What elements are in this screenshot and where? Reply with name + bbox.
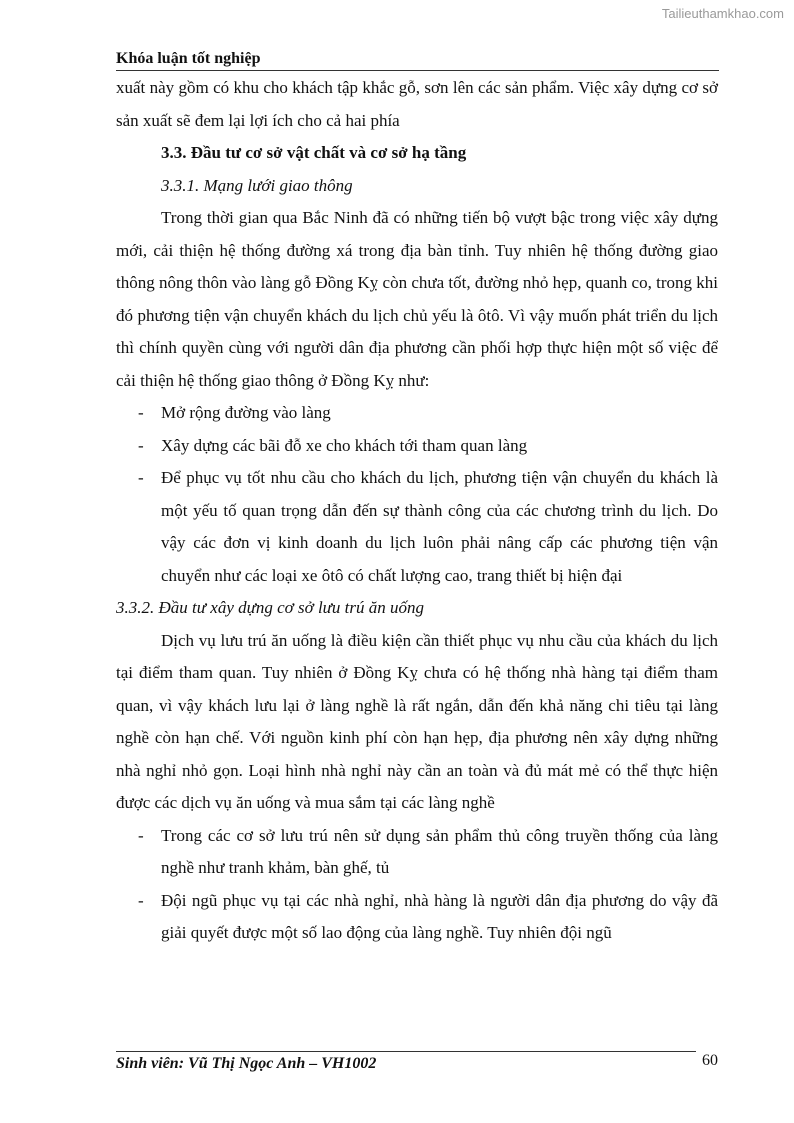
watermark: Tailieuthamkhao.com xyxy=(661,6,784,21)
list-item xyxy=(116,397,718,430)
list-item xyxy=(116,885,718,950)
intro-paragraph: xuất này gồm có khu cho khách tập khắc gỗ, sơn lên các sản phẩm. Việc xây dựng cơ sở sản xuất sẽ đem lại lợi ích cho cả hai phía xyxy=(116,78,718,130)
transport-paragraph: Trong thời gian qua Bắc Ninh đã có những tiến bộ vượt bậc trong việc xây dựng mới, cải thiện hệ thống đường xá trong địa bàn tỉnh. Tuy nhiên hệ thống đường giao thông nông thôn vào làng gỗ Đồng Kỵ còn chưa tốt, đường nhỏ hẹp, quanh co, trong khi đó phương tiện vận chuyển khách du lịch chủ yếu là ôtô. Vì vậy muốn phát triển du lịch thì chính quyền cùng với người dân địa phương cần phối hợp thực hiện một số việc để cải thiện hệ thống giao thông ở Đồng Kỵ như: xyxy=(116,208,718,390)
footer-divider xyxy=(116,1051,696,1052)
lodging-paragraph: Dịch vụ lưu trú ăn uống là điều kiện cần thiết phục vụ nhu cầu của khách du lịch tại điểm tham quan. Tuy nhiên ở Đồng Kỵ chưa có hệ thống nhà hàng tại điểm tham quan, vì vậy khách lưu lại ở làng nghề là rất ngắn, dẫn đến khả năng chi tiêu tại làng nghề còn hạn chế. Với nguồn kinh phí còn hạn hẹp, địa phương nên xây dựng những nhà nghỉ nhỏ gọn. Loại hình nhà nghỉ này cần an toàn và đủ mát mẻ có thể thực hiện được các dịch vụ ăn uống và mua sắm tại các làng nghề xyxy=(116,630,718,812)
bullet-dash: - xyxy=(138,890,144,910)
bullet-dash: - xyxy=(138,403,144,422)
list-item-text: Xây dựng các bãi đỗ xe cho khách tới tham quan làng xyxy=(161,435,528,455)
section-heading-3-3: 3.3. Đầu tư cơ sở vật chất và cơ sở hạ tầng xyxy=(161,143,467,162)
header-divider xyxy=(116,70,719,71)
section-heading-3-3-2: 3.3.2. Đầu tư xây dựng cơ sở lưu trú ăn uống xyxy=(116,598,425,617)
page-header-title: Khóa luận tốt nghiệp xyxy=(116,50,261,67)
bullet-dash: - xyxy=(138,468,144,487)
section-heading-3-3-1: 3.3.1. Mạng lưới giao thông xyxy=(161,175,353,195)
bullet-dash: - xyxy=(138,435,144,455)
list-item xyxy=(116,462,718,592)
list-item-text: Đội ngũ phục vụ tại các nhà nghỉ, nhà hàng là người dân địa phương do vậy đã giải quyết được một số lao động của làng nghề. Tuy nhiên đội ngũ xyxy=(161,890,718,942)
footer-student-name: Sinh viên: Vũ Thị Ngọc Anh – VH1002 xyxy=(116,1055,377,1072)
bullet-dash: - xyxy=(138,825,144,845)
list-item-text: Để phục vụ tốt nhu cầu cho khách du lịch, phương tiện vận chuyển du khách là một yếu tố quan trọng dẫn đến sự thành công của các chương trình du lịch. Do vậy các đơn vị kinh doanh du lịch luôn phải nâng cấp các phương tiện vận chuyển như các loại xe ôtô có chất lượng cao, trang thiết bị hiện đại xyxy=(161,468,718,585)
document-body xyxy=(116,72,718,950)
page-number: 60 xyxy=(702,1052,718,1069)
list-item xyxy=(116,820,718,885)
list-item xyxy=(116,430,718,463)
list-item-text: Trong các cơ sở lưu trú nên sử dụng sản phẩm thủ công truyền thống của làng nghề như tranh khảm, bàn ghế, tủ xyxy=(161,825,718,877)
list-item-text: Mở rộng đường vào làng xyxy=(161,403,331,422)
